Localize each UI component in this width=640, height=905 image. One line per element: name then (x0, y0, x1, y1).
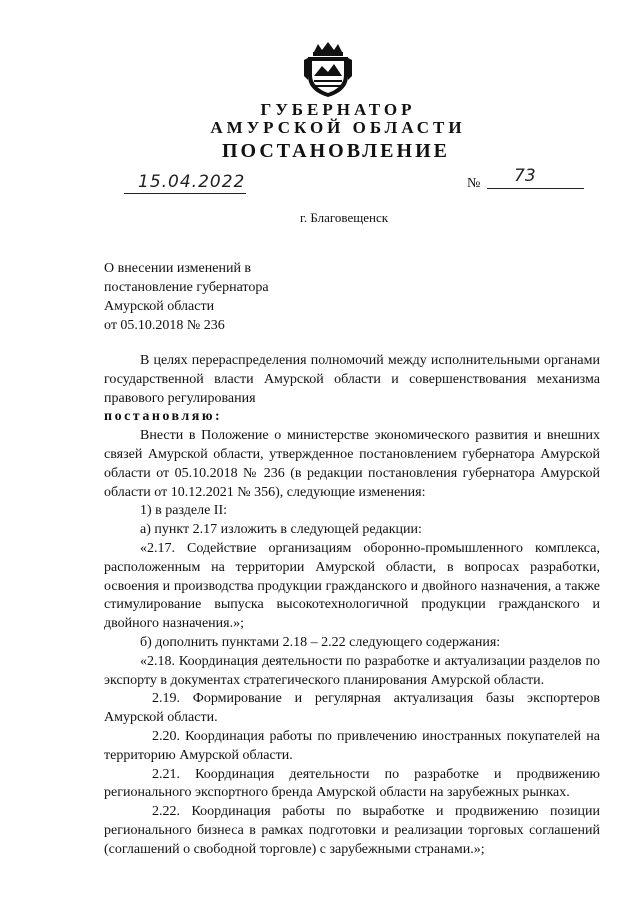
body-paragraph: 1) в разделе II: (140, 503, 228, 519)
document-type-title: ПОСТАНОВЛЕНИЕ (222, 140, 450, 162)
body-paragraph: б) дополнить пунктами 2.18 – 2.22 следующего содержания: (140, 634, 501, 650)
coat-of-arms-icon (300, 40, 356, 98)
decree-word: постановляю: (104, 409, 223, 425)
body-paragraph: Внести в Положение о министерстве экономического развития и внешних связей Амурской области, утвержденное постановлением губернатора Амурской области от 05.10.2018 № 236 (в редакции постановления губернатора Амурской области от 10.12.2021 № 356), следующие изменения: (104, 428, 600, 500)
header-title-governor: ГУБЕРНАТОР (260, 100, 416, 119)
body-paragraph: «2.18. Координация деятельности по разработке и актуализации разделов по экспорту в документах стратегического планирования Амурской области. (104, 653, 600, 688)
body-paragraph: 2.21. Координация деятельности по разработке и продвижению регионального экспортного бренда Амурской области на зарубежных рынках. (104, 766, 600, 801)
document-date: 15.04.2022 (138, 172, 246, 192)
header-title-region: АМУРСКОЙ ОБЛАСТИ (210, 118, 466, 137)
body-paragraph: «2.17. Содействие организациям оборонно-промышленного комплекса, расположенным на территории Амурской области, в вопросах разработки, освоения и производства продукции гражданского и двойного назначения, а также стимулирование выпуска высокотехнологичной продукции гражданского и двойного назначения.»; (104, 540, 600, 632)
date-underline (124, 193, 246, 194)
number-label: № (467, 176, 481, 191)
document-number: 73 (514, 166, 536, 186)
body-paragraph: 2.19. Формирование и регулярная актуализация базы экспортеров Амурской области. (104, 691, 600, 726)
subject-line: постановление губернатора (104, 280, 269, 295)
body-paragraph: 2.20. Координация работы по привлечению иностранных покупателей на территорию Амурской области. (104, 728, 600, 763)
document-subject (104, 259, 269, 335)
document-body (104, 352, 600, 860)
subject-line: Амурской области (104, 299, 215, 314)
number-underline (487, 188, 584, 189)
subject-line: от 05.10.2018 № 236 (104, 318, 225, 333)
preamble-paragraph: В целях перераспределения полномочий между исполнительными органами государственной власти Амурской области и совершенствования механизма правового регулирования (104, 353, 600, 406)
subject-line: О внесении изменений в (104, 261, 252, 276)
body-paragraph: а) пункт 2.17 изложить в следующей редакции: (140, 522, 422, 538)
body-paragraph: 2.22. Координация работы по выработке и продвижению позиции регионального бизнеса в рамках подготовки и реализации торговых соглашений (соглашений о свободной торговле) с зарубежными странами.»; (104, 804, 600, 857)
city-name: г. Благовещенск (299, 210, 389, 225)
